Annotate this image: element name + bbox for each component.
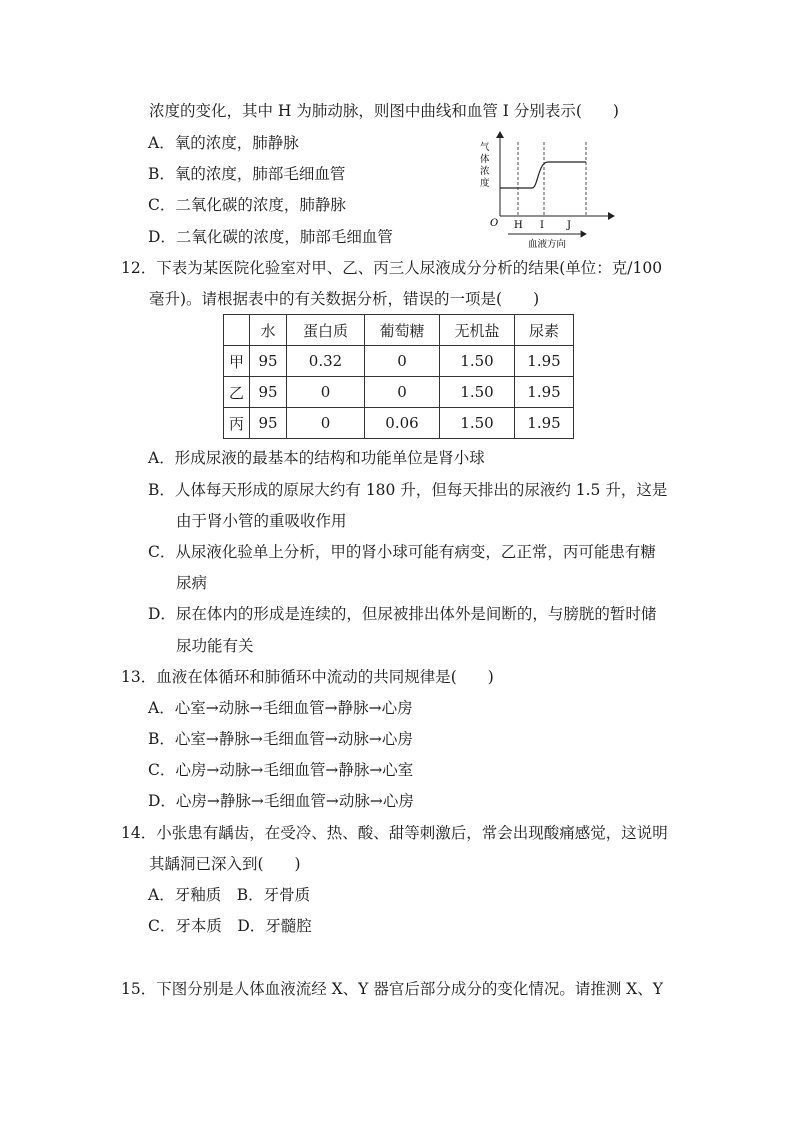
table-cell: 1.95 <box>515 408 574 439</box>
x-label: 血液方向 <box>528 239 567 250</box>
table-header-cell: 无机盐 <box>440 315 515 346</box>
table-cell: 95 <box>250 377 287 408</box>
q11-option-b: B．氧的浓度，肺部毛细血管 <box>148 165 346 183</box>
table-cell: 95 <box>250 346 287 377</box>
q13-option-b: B．心室→静脉→毛细血管→动脉→心房 <box>148 730 413 748</box>
table-cell: 0 <box>365 377 440 408</box>
origin-label: O <box>490 218 499 229</box>
q15-stem: 15．下图分别是人体血液流经 X、Y 器官后部分成分的变化情况。请推测 X、Y <box>121 980 664 998</box>
q14-options-row1: A．牙釉质 B．牙骨质 <box>148 886 311 904</box>
q14-stem-line1: 14．小张患有龋齿，在受冷、热、酸、甜等刺激后，常会出现酸痛感觉，这说明 <box>121 824 668 842</box>
table-cell: 0.06 <box>365 408 440 439</box>
y-label-1: 气 <box>480 142 490 153</box>
table-row <box>224 408 574 439</box>
q13-stem: 13．血液在体循环和肺循环中流动的共同规律是( ) <box>121 668 494 686</box>
q12-option-b-cont: 由于肾小管的重吸收作用 <box>176 512 347 530</box>
table-cell: 0.32 <box>287 346 365 377</box>
q12-option-b: B．人体每天形成的原尿大约有 180 升，但每天排出的尿液约 1.5 升，这是 <box>148 481 668 499</box>
y-label-4: 度 <box>480 178 490 189</box>
table-cell: 1.95 <box>515 346 574 377</box>
q11-option-a: A．氧的浓度，肺静脉 <box>148 134 299 152</box>
table-header-cell: 尿素 <box>515 315 574 346</box>
q12-option-d-cont: 尿功能有关 <box>176 637 254 655</box>
q12-option-c-cont: 尿病 <box>176 574 208 592</box>
q11-stem: 浓度的变化，其中 H 为肺动脉，则图中曲线和血管 I 分别表示( ) <box>149 102 619 120</box>
q14-options-row2: C．牙本质 D．牙髓腔 <box>148 917 312 935</box>
table-row <box>224 346 574 377</box>
q11-gas-concentration-figure <box>474 126 624 251</box>
q12-stem-line1: 12．下表为某医院化验室对甲、乙、丙三人尿液成分分析的结果(单位：克/100 <box>121 259 663 277</box>
q12-stem-line2: 毫升)。请根据表中的有关数据分析，错误的一项是( ) <box>149 290 540 308</box>
q14-stem-line2: 其龋洞已深入到( ) <box>149 855 301 873</box>
table-cell: 0 <box>287 408 365 439</box>
q12-option-c: C．从尿液化验单上分析，甲的肾小球可能有病变，乙正常，丙可能患有糖 <box>148 543 656 561</box>
y-label-3: 浓 <box>480 166 490 177</box>
table-cell: 1.50 <box>440 408 515 439</box>
table-cell: 1.50 <box>440 377 515 408</box>
tick-i: I <box>540 220 544 231</box>
table-header-cell: 水 <box>250 315 287 346</box>
tick-j: J <box>567 220 572 231</box>
table-header-cell: 蛋白质 <box>287 315 365 346</box>
table-cell: 1.50 <box>440 346 515 377</box>
q11-option-d: D．二氧化碳的浓度，肺部毛细血管 <box>148 228 393 246</box>
table-cell: 1.95 <box>515 377 574 408</box>
table-header-cell: 葡萄糖 <box>365 315 440 346</box>
table-cell: 0 <box>287 377 365 408</box>
urine-analysis-table <box>223 314 574 439</box>
q13-option-c: C．心房→动脉→毛细血管→静脉→心室 <box>148 761 414 779</box>
q13-option-a: A．心室→动脉→毛细血管→静脉→心房 <box>148 699 413 717</box>
table-row <box>224 377 574 408</box>
q12-option-a: A．形成尿液的最基本的结构和功能单位是肾小球 <box>148 449 485 467</box>
table-cell: 丙 <box>224 408 250 439</box>
table-cell: 95 <box>250 408 287 439</box>
table-cell: 0 <box>365 346 440 377</box>
tick-h: H <box>514 220 523 231</box>
concentration-curve <box>500 162 586 188</box>
table-cell: 乙 <box>224 377 250 408</box>
q13-option-d: D．心房→静脉→毛细血管→动脉→心房 <box>148 792 414 810</box>
table-cell: 甲 <box>224 346 250 377</box>
q11-option-c: C．二氧化碳的浓度，肺静脉 <box>148 196 346 214</box>
table-header-cell <box>224 315 250 346</box>
table-header-row <box>224 315 574 346</box>
q12-option-d: D．尿在体内的形成是连续的，但尿被排出体外是间断的，与膀胱的暂时储 <box>148 605 657 623</box>
y-label-2: 体 <box>480 154 490 165</box>
